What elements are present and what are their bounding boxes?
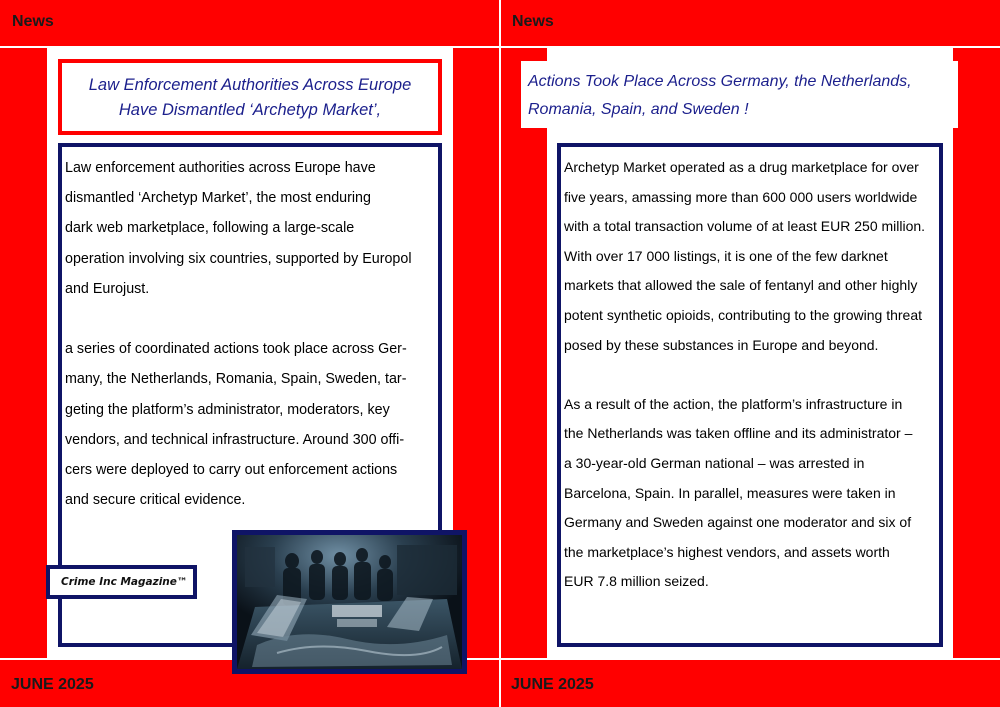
left-headline-box <box>58 59 442 135</box>
right-footer-divider <box>500 658 1000 660</box>
left-article-text: Law enforcement authorities across Europe have dismantled ‘Archetyp Market’, the most enduring dark web marketplace, following a large-scale operation involving six countries, supported by Europol and Eurojust. a series of coordinated actions took place across Ger- many, the Netherlands, Romania, Spain, Sweden, tar- geting the platform’s administrator, moderators, key vendors, and technical infrastructure. Around 300 offi- cers were deployed to carry out enforcement actions and secure critical evidence. <box>65 160 412 509</box>
right-article-box <box>557 143 943 647</box>
right-article-text: Archetyp Market operated as a drug marketplace for over five years, amassing more than 600 000 users worldwide with a total transaction volume of at least EUR 250 million. With over 17 000 listings, it is one of the few darknet markets that allowed the sale of fentanyl and other highly potent synthetic opioids, contributing to the growing threat posed by these substances in Europe and beyond. As a result of the action, the platform’s infrastructure in the Netherlands was taken offline and its administrator – a 30-year-old German national – was arrested in Barcelona, Spain. In parallel, measures were taken in Germany and Sweden against one moderator and six of the marketplace’s highest vendors, and assets worth EUR 7.8 million seized. <box>564 159 926 590</box>
left-header-band <box>0 0 500 46</box>
right-header-band <box>500 0 1000 46</box>
right-headline-box <box>521 61 958 128</box>
operation-photo-illustration <box>237 535 462 669</box>
operation-photo <box>232 530 467 674</box>
left-section-label: News <box>12 13 54 30</box>
right-headline: Actions Took Place Across Germany, the Netherlands, Romania, Spain, and Sweden ! <box>528 73 912 118</box>
spread-divider <box>499 0 501 707</box>
magazine-tag: Crime Inc Magazine™ <box>46 565 197 599</box>
right-issue-date: JUNE 2025 <box>511 676 594 693</box>
left-issue-date: JUNE 2025 <box>11 676 94 693</box>
left-headline: Law Enforcement Authorities Across Europe Have Dismantled ‘Archetyp Market’, <box>88 76 412 119</box>
right-section-label: News <box>512 13 554 30</box>
